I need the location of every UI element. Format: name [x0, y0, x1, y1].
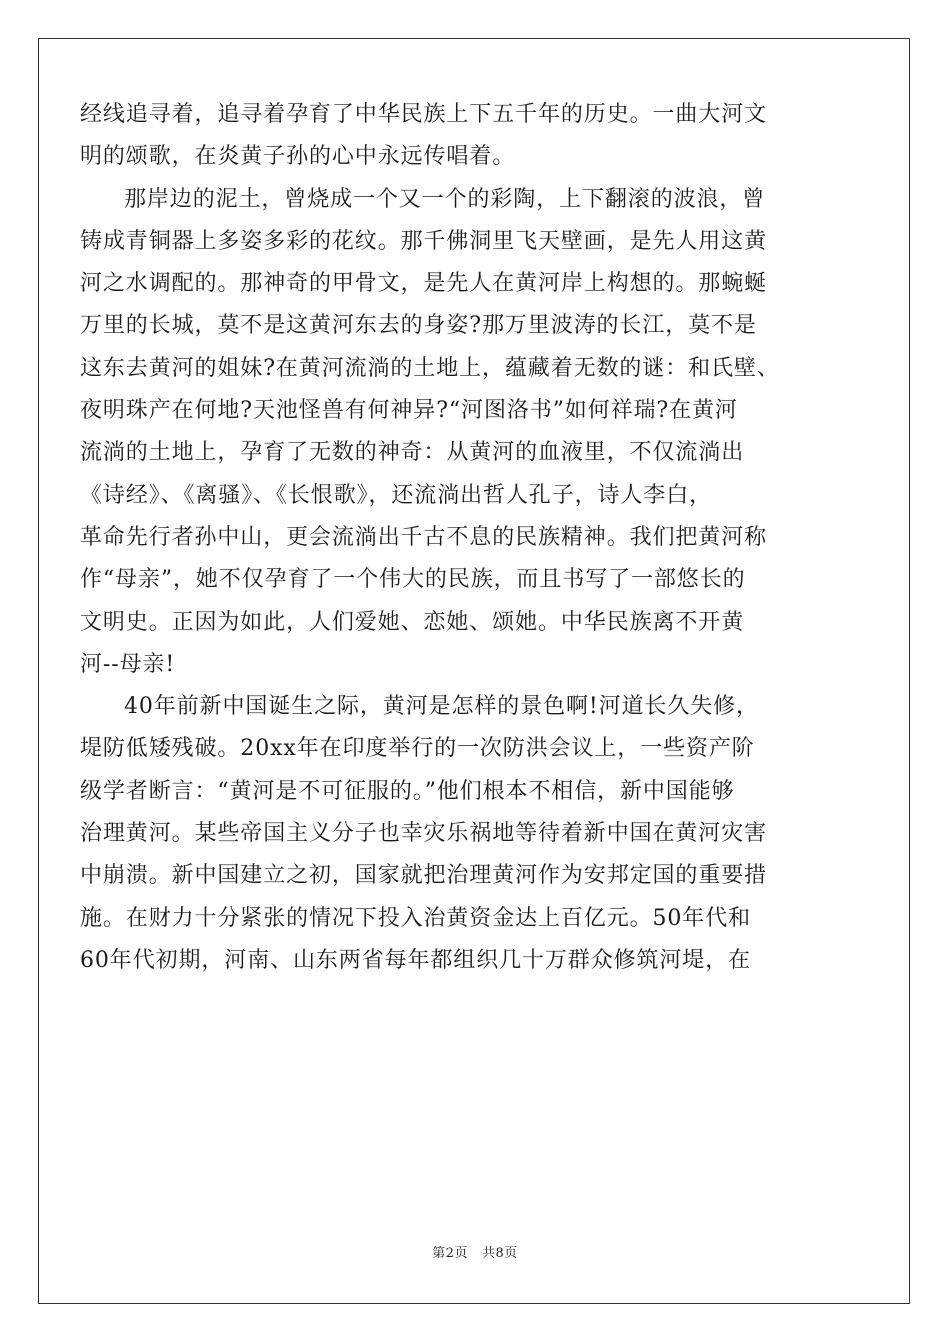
text-line: 施。在财力十分紧张的情况下投入治黄资金达上百亿元。50年代和 — [80, 905, 751, 931]
page-total: 共8页 — [482, 1246, 518, 1261]
text-line: 经线追寻着，追寻着孕育了中华民族上下五千年的历史。一曲大河文 — [80, 102, 768, 127]
text-line: 治理黄河。某些帝国主义分子也幸灾乐祸地等待着新中国在黄河灾害 — [80, 821, 768, 847]
page-number: 第2页 — [432, 1246, 468, 1261]
text-line: 《诗经》、《离骚》、《长恨歌》，还流淌出哲人孔子，诗人李白， — [80, 482, 713, 508]
document-body — [80, 94, 870, 982]
text-line: 60年代初期，河南、山东两省每年都组织几十万群众修筑河堤，在 — [80, 947, 751, 973]
text-line: 堤防低矮残破。20xx年在印度举行的一次防洪会议上，一些资产阶 — [80, 736, 755, 762]
text-line: 铸成青铜器上多姿多彩的花纹。那千佛洞里飞天壁画，是先人用这黄 — [80, 228, 768, 254]
text-line: 明的颂歌，在炎黄子孙的心中永远传唱着。 — [80, 144, 516, 170]
text-line: 夜明珠产在何地?天池怪兽有何神异?“河图洛书”如何祥瑞?在黄河 — [80, 398, 738, 424]
text-line: 河--母亲! — [80, 651, 176, 677]
text-line: 作“母亲”，她不仅孕育了一个伟大的民族，而且书写了一部悠长的 — [80, 567, 746, 593]
text-line: 河之水调配的。那神奇的甲骨文，是先人在黄河岸上构想的。那蜿蜒 — [80, 271, 768, 297]
page-footer — [0, 1242, 950, 1261]
text-line: 文明史。正因为如此，人们爱她、恋她、颂她。中华民族离不开黄 — [80, 609, 745, 635]
text-line: 那岸边的泥土，曾烧成一个又一个的彩陶，上下翻滚的波浪，曾 — [124, 186, 766, 212]
text-line: 40年前新中国诞生之际，黄河是怎样的景色啊!河道长久失修， — [124, 694, 759, 720]
text-line: 这东去黄河的姐妹?在黄河流淌的土地上，蕴藏着无数的谜：和氏壁、 — [80, 355, 780, 381]
text-line: 革命先行者孙中山，更会流淌出千古不息的民族精神。我们把黄河称 — [80, 524, 768, 550]
text-line: 万里的长城，莫不是这黄河东去的身姿?那万里波涛的长江，莫不是 — [80, 313, 757, 339]
text-line: 级学者断言：“黄河是不可征服的。”他们根本不相信，新中国能够 — [80, 778, 735, 804]
text-line: 流淌的土地上，孕育了无数的神奇：从黄河的血液里，不仅流淌出 — [80, 440, 745, 466]
text-line: 中崩溃。新中国建立之初，国家就把治理黄河作为安邦定国的重要措 — [80, 863, 768, 889]
